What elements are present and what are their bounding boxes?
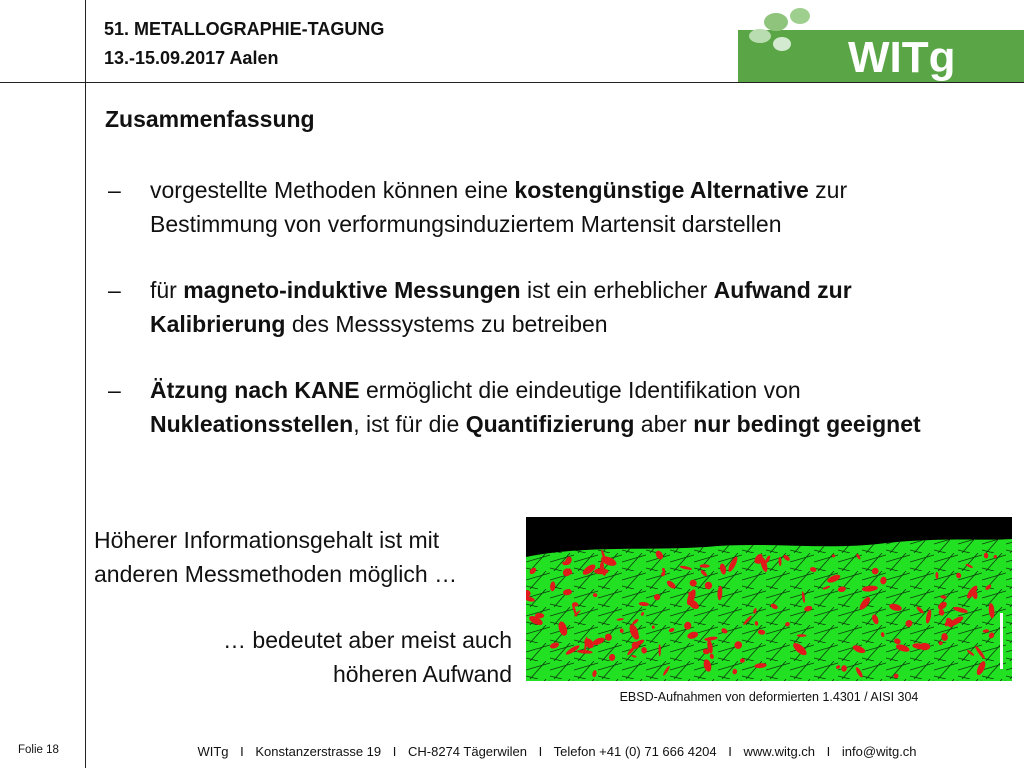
bullet-dash: –	[108, 377, 121, 403]
logo-dot-2	[790, 8, 810, 24]
bullet-bold: magneto-induktive Messungen	[183, 277, 521, 303]
logo-dot-1	[764, 13, 788, 31]
footer-city: CH-8274 Tägerwilen	[408, 744, 527, 759]
bullet-dash: –	[108, 277, 121, 303]
footer-email-link[interactable]: info@witg.ch	[841, 744, 917, 759]
bullet-text: für	[150, 277, 184, 303]
ebsd-micrograph-image	[526, 517, 1012, 681]
footer-separator: I	[392, 744, 397, 759]
footer-separator: I	[728, 744, 732, 759]
bullet-text: aber	[634, 411, 694, 437]
note-line-1: Höherer Informationsgehalt ist mit	[94, 527, 440, 553]
logo-dot-3	[749, 29, 771, 43]
note-line-2: anderen Messmethoden möglich …	[94, 561, 458, 587]
logo-text: WITg	[848, 33, 956, 82]
bullet-text: , ist für die	[353, 411, 466, 437]
bullet-text: ist ein erheblicher	[520, 277, 714, 303]
conference-title: 51. METALLOGRAPHIE-TAGUNG	[104, 19, 385, 39]
left-vertical-rule	[85, 0, 86, 768]
note-line-3: … bedeutet aber meist auch	[223, 627, 512, 653]
bullet-3	[108, 373, 948, 441]
footer-address: Konstanzerstrasse 19	[255, 744, 382, 759]
bullet-text: ermöglicht die eindeutige Identifikation von	[359, 377, 801, 403]
footer-separator: I	[538, 744, 543, 759]
conference-date-location: 13.-15.09.2017 Aalen	[104, 48, 279, 68]
bullet-bold: Ätzung nach KANE	[150, 377, 360, 403]
bullet-bold: Aufwand zur Kalibrierung	[150, 277, 852, 337]
slide-title: Zusammenfassung	[105, 106, 315, 132]
footer-website-link[interactable]: www.witg.ch	[743, 744, 816, 759]
red-spot	[797, 634, 807, 637]
bullet-bold: kostengünstige Alternative	[514, 177, 809, 203]
footer-company: WITg	[197, 744, 229, 759]
bullet-bold: Nukleationsstellen	[150, 411, 354, 437]
bullet-1	[108, 173, 948, 241]
bullet-dash: –	[108, 177, 121, 203]
information-note	[94, 523, 512, 691]
logo-dot-4	[773, 37, 791, 51]
bullet-bold: Quantifizierung	[465, 411, 635, 437]
slide-number: Folie 18	[18, 744, 59, 756]
bullet-2	[108, 273, 948, 341]
footer-separator: I	[240, 744, 244, 759]
note-line-4: höheren Aufwand	[332, 661, 512, 687]
summary-bullet-list	[108, 173, 948, 473]
bullet-text: vorgestellte Methoden können eine	[150, 177, 515, 203]
bullet-text: des Messsystems zu betreiben	[285, 311, 608, 337]
footer-phone: Telefon +41 (0) 71 666 4204	[553, 744, 717, 759]
bullet-bold: nur bedingt geeignet	[693, 411, 921, 437]
image-caption: EBSD-Aufnahmen von deformierten 1.4301 / AISI 304	[619, 690, 919, 704]
footer-contact	[100, 744, 1014, 759]
witg-logo	[738, 0, 1024, 84]
bullet-text: zur Bestimmung von verformungsinduziertem Martensit darstellen	[150, 177, 848, 237]
red-spot	[659, 644, 661, 656]
scale-bar	[1000, 613, 1003, 669]
footer-separator: I	[826, 744, 831, 759]
